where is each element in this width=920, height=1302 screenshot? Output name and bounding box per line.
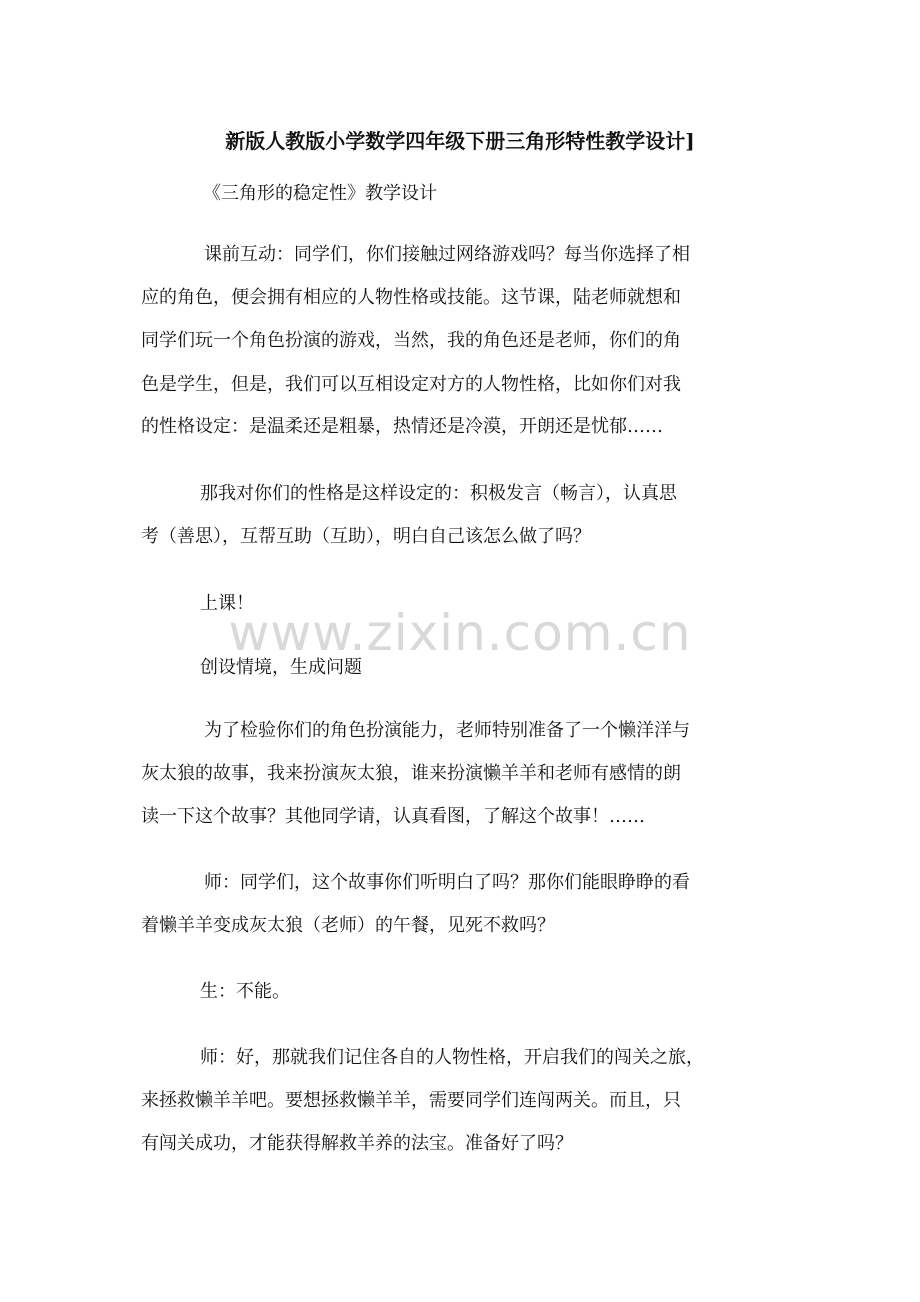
paragraph-line: 课前互动：同学们，你们接触过网络游戏吗？每当你选择了相: [204, 244, 690, 265]
paragraph-line: 师：同学们，这个故事你们听明白了吗？那你们能眼睁睁的看: [204, 872, 690, 893]
paragraph-line: 色是学生，但是，我们可以互相设定对方的人物性格，比如你们对我: [141, 374, 681, 395]
paragraph-line: 有闯关成功，才能获得解救羊养的法宝。准备好了吗？: [141, 1133, 573, 1154]
paragraph-line: 灰太狼的故事，我来扮演灰太狼，谁来扮演懒羊羊和老师有感情的朗: [141, 763, 681, 784]
paragraph-line: 着懒羊羊变成灰太狼（老师）的午餐，见死不救吗？: [141, 915, 555, 936]
paragraph-line: 应的角色，便会拥有相应的人物性格或技能。这节课，陆老师就想和: [141, 287, 681, 308]
paragraph-line: 考（善思），互帮互助（互助），明白自己该怎么做了吗？: [141, 526, 591, 547]
paragraph-line: 那我对你们的性格是这样设定的：积极发言（畅言），认真思: [200, 483, 677, 504]
paragraph-line: 的性格设定：是温柔还是粗暴，热情还是冷漠，开朗还是忧郁……: [141, 416, 663, 437]
section-heading: 创设情境，生成问题: [200, 657, 362, 678]
paragraph-line: 来拯救懒羊羊吧。要想拯救懒羊羊，需要同学们连闯两关。而且，只: [141, 1090, 681, 1111]
paragraph-line: 为了检验你们的角色扮演能力，老师特别准备了一个懒洋洋与: [204, 720, 690, 741]
paragraph-line: 上课！: [200, 593, 254, 614]
document-title: 新版人教版小学数学四年级下册三角形特性教学设计]: [225, 129, 695, 153]
paragraph-line: 生：不能。: [200, 981, 290, 1002]
paragraph-line: 同学们玩一个角色扮演的游戏，当然，我的角色还是老师，你们的角: [141, 330, 681, 351]
watermark: www.zixin.com.cn: [228, 604, 692, 662]
paragraph-line: 师：好，那就我们记住各自的人物性格，开启我们的闯关之旅，: [200, 1047, 704, 1068]
paragraph-line: 读一下这个故事？其他同学请，认真看图，了解这个故事！……: [141, 806, 645, 827]
document-subtitle: 《三角形的稳定性》教学设计: [203, 183, 437, 204]
